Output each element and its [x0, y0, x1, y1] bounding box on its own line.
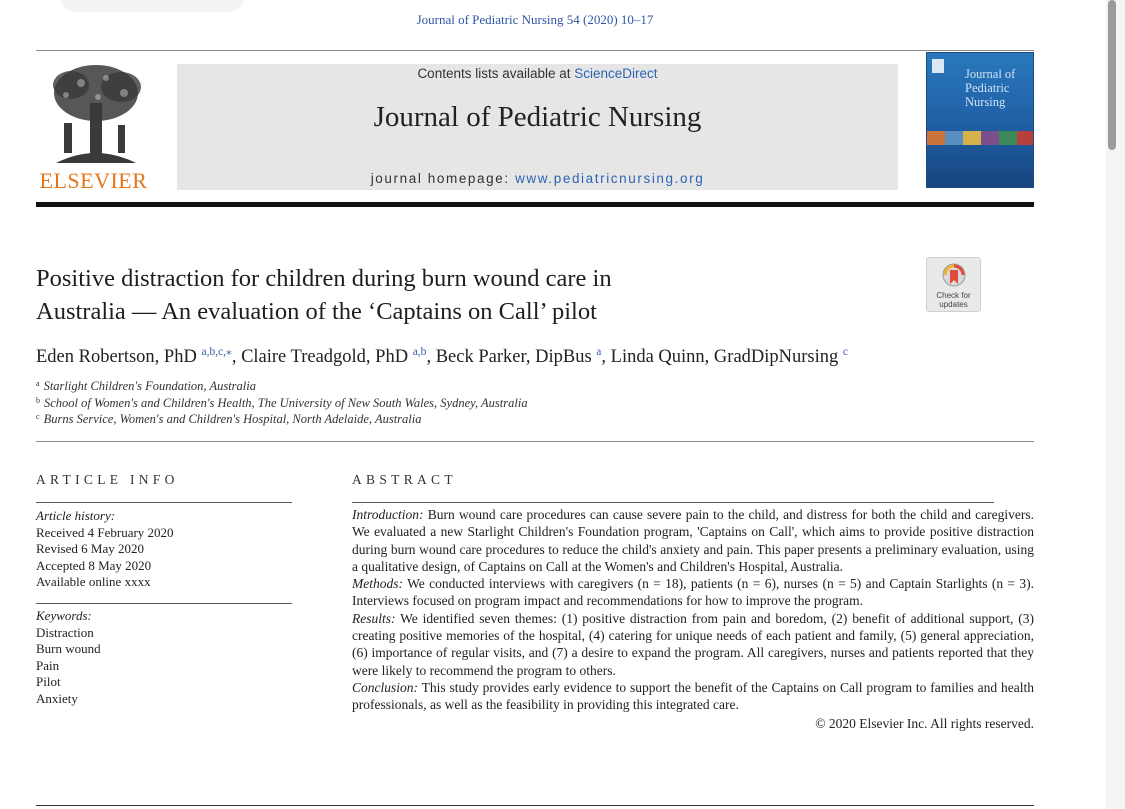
methods-text: We conducted interviews with caregivers (n = 18), patients (n = 6), nurses (n = 5) and Captain Starlights (n = 3). Interviews focused on program impact and recommendations for how to improve the program.	[352, 576, 1034, 609]
article-title-line-2: Australia — An evaluation of the ‘Captains on Call’ pilot	[36, 298, 597, 325]
copyright-notice: © 2020 Elsevier Inc. All rights reserved.	[815, 715, 1034, 731]
article-title	[36, 262, 896, 328]
article-info-rule	[36, 502, 292, 503]
article-title-line-1: Positive distraction for children during burn wound care in	[36, 265, 612, 292]
keyword-item[interactable]: Pilot	[36, 674, 61, 690]
contents-prefix: Contents lists available at	[417, 66, 575, 81]
keyword-item[interactable]: Anxiety	[36, 690, 78, 706]
conclusion-text: This study provides early evidence to support the benefit of the Captains on Call program to families and health professionals, as well as the feasibility in providing this integrated care.	[352, 679, 1034, 713]
author-separator: ,	[601, 347, 611, 367]
author-separator: ,	[426, 347, 436, 367]
history-entry: Available online xxxx	[36, 574, 151, 590]
elsevier-wordmark: ELSEVIER	[39, 168, 148, 193]
article-history-label: Article history:	[36, 508, 116, 523]
intro-label: Introduction:	[352, 507, 424, 522]
affiliation-mark: a	[36, 379, 40, 388]
affiliation-text: Burns Service, Women's and Children's Hospital, North Adelaide, Australia	[43, 412, 422, 426]
homepage-prefix: journal homepage:	[370, 171, 516, 186]
abstract-rule	[352, 502, 994, 503]
affiliation-mark: b	[36, 396, 40, 405]
check-for-updates-label: Check for updates	[936, 291, 971, 309]
contents-availability	[177, 66, 898, 81]
results-text: We identified seven themes: (1) positive distraction from pain and boredom, (2) benefit of additional support, (3) creating positive memories of the hospital, (4) catering for unique needs of each patient and family, (5) general appreciation, (6) importance of regular visits, and (7) a desire to expand the program. All caregivers, nurses and patients reported that they were likely to recommend the program to others.	[352, 610, 1034, 678]
history-entry: Accepted 8 May 2020	[36, 557, 152, 573]
journal-cover-image[interactable]	[926, 52, 1034, 188]
intro-text: Burn wound care procedures can cause severe pain to the child, and distress for both the child and caregivers. We evaluated a new Starlight Children's Foundation program, 'Captains on Call', which aims to provide positive distraction during burn wound care procedures to reduce the child's anxiety and pain. This paper presents a preliminary evaluation, using a qualitative design, of Captains on Call at the Women's and Children's Hospital, Australia.	[352, 507, 1034, 574]
cover-logo-icon	[932, 59, 944, 73]
abstract-methods	[352, 575, 1034, 610]
affiliation-text: Starlight Children's Foundation, Australia	[43, 379, 256, 393]
keywords	[36, 608, 101, 708]
author-affiliation-marks[interactable]: a,b	[412, 346, 427, 358]
keyword-item[interactable]: Burn wound	[36, 641, 101, 657]
article-info-heading: ARTICLE INFO	[36, 472, 179, 487]
bookmark-icon	[942, 263, 966, 290]
sciencedirect-link[interactable]: ScienceDirect	[574, 66, 658, 81]
affiliations-rule	[36, 441, 1034, 442]
author-affiliation-marks[interactable]: a	[596, 346, 602, 358]
article-history	[36, 508, 174, 591]
author-name[interactable]: Claire Treadgold, PhD	[241, 347, 409, 367]
journal-header-box	[177, 64, 898, 190]
journal-citation-link[interactable]: Journal of Pediatric Nursing 54 (2020) 10–17	[416, 12, 654, 27]
author-affiliation-marks[interactable]: a,b,c,⁎	[201, 346, 232, 358]
results-label: Results:	[352, 610, 396, 626]
keywords-rule	[36, 603, 292, 604]
affiliation-mark: c	[36, 412, 40, 421]
header-top-rule	[36, 50, 1034, 51]
author-name[interactable]: Eden Robertson, PhD	[36, 347, 197, 367]
abstract-introduction	[352, 506, 1034, 575]
keywords-label: Keywords:	[36, 608, 92, 623]
history-entry: Revised 6 May 2020	[36, 541, 144, 557]
browser-tab-pill	[60, 0, 245, 12]
affiliation	[36, 379, 256, 394]
author-separator: ,	[231, 347, 242, 367]
methods-label: Methods:	[352, 576, 403, 592]
affiliation	[36, 412, 421, 427]
abstract-results	[352, 610, 1034, 679]
page-bottom-rule	[36, 805, 1034, 806]
journal-homepage	[177, 171, 898, 186]
affiliation-text: School of Women's and Children's Health, The University of New South Wales, Sydney, Australia	[44, 396, 528, 410]
check-for-updates-button[interactable]	[926, 257, 981, 312]
cover-photo-strip	[927, 131, 1034, 145]
scrollbar-thumb[interactable]	[1108, 0, 1116, 150]
author-list	[36, 344, 848, 368]
history-entry: Received 4 February 2020	[36, 524, 174, 540]
conclusion-label: Conclusion:	[352, 679, 418, 695]
abstract-conclusion	[352, 679, 1034, 714]
author-affiliation-marks[interactable]: c	[842, 346, 848, 358]
keyword-item[interactable]: Pain	[36, 657, 60, 673]
abstract-body	[352, 506, 1034, 732]
abstract-heading: ABSTRACT	[352, 472, 457, 487]
author-name[interactable]: Linda Quinn, GradDipNursing	[610, 347, 839, 367]
keyword-item[interactable]: Distraction	[36, 624, 94, 640]
cover-title: Journal of Pediatric Nursing	[965, 67, 1016, 109]
affiliation	[36, 396, 528, 411]
homepage-link[interactable]: www.pediatricnursing.org	[515, 171, 705, 186]
journal-title: Journal of Pediatric Nursing	[373, 101, 702, 133]
author-name[interactable]: Beck Parker, DipBus	[435, 347, 592, 367]
header-bottom-rule	[36, 202, 1034, 207]
